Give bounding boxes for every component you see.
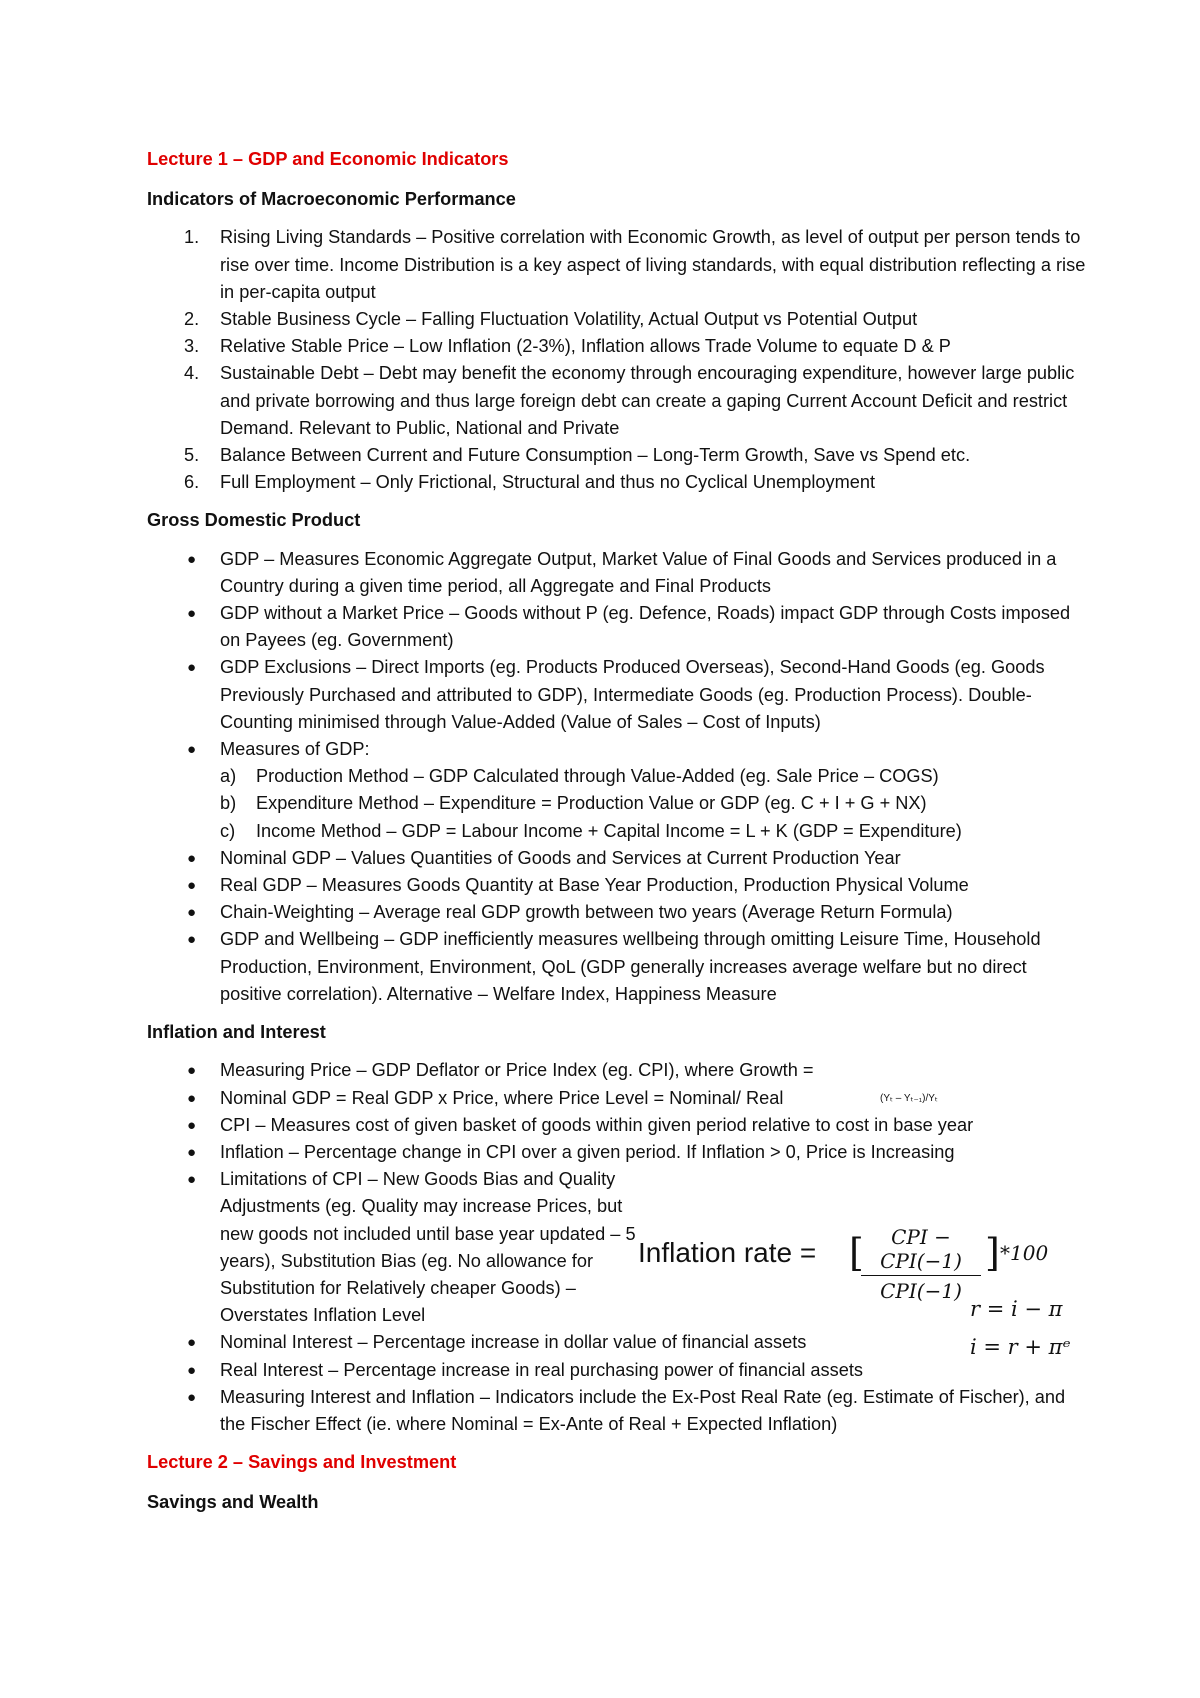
list-item: 3. Relative Stable Price – Low Inflation (2-3%), Inflation allows Trade Volume to equate D & P (184, 336, 951, 357)
list-item: ● GDP Exclusions – Direct Imports (eg. Products Produced Overseas), Second-Hand Goods (eg. Goods Previously Purchased and attributed to GDP), Intermediate Goods (eg. Production Process). Double-Counting minimised through Value-Added (Value of Sales – Cost of Inputs) (147, 654, 1087, 736)
list-item: a) Production Method – GDP Calculated through Value-Added (eg. Sale Price – COGS) (220, 766, 939, 787)
gdp-list (147, 546, 1087, 1008)
bullet-icon: ● (187, 741, 197, 759)
bullet-icon: ● (187, 659, 197, 677)
list-item: c) Income Method – GDP = Labour Income + Capital Income = L + K (GDP = Expenditure) (220, 820, 962, 841)
list-item: ● GDP and Wellbeing – GDP inefficiently measures wellbeing through omitting Leisure Time, Household Production, Environment, Environment, QoL (GDP generally increases average welfare but no direct positive correlation). Alternative – Welfare Index, Happiness Measure (147, 926, 1087, 1008)
gdp-measures-list (220, 763, 1087, 845)
list-item: ● Inflation – Percentage change in CPI over a given period. If Inflation > 0, Price is Increasing (147, 1139, 1087, 1166)
list-item: 5. Balance Between Current and Future Consumption – Long-Term Growth, Save vs Spend etc. (184, 445, 971, 466)
bracket-right: ] (985, 1231, 1000, 1275)
list-item: ● CPI – Measures cost of given basket of goods within given period relative to cost in base year (147, 1112, 1087, 1139)
real-rate-formula: r = i − π (970, 1297, 1063, 1321)
list-item: ● Measuring Interest and Inflation – Indicators include the Ex-Post Real Rate (eg. Estimate of Fischer), and the Fischer Effect (ie. where Nominal = Ex-Ante of Real + Expected Inflation) (147, 1384, 1087, 1438)
fraction-denominator: CPI(−1) (880, 1279, 962, 1303)
bullet-icon: ● (187, 1116, 197, 1134)
fraction-numerator: CPI − CPI(−1) (861, 1225, 981, 1276)
list-item: ● Measuring Price – GDP Deflator or Price Index (eg. CPI), where Growth = (147, 1057, 1087, 1084)
list-item: ● Chain-Weighting – Average real GDP growth between two years (Average Return Formula) (147, 899, 1087, 926)
bullet-icon: ● (187, 1171, 197, 1189)
savings-heading: Savings and Wealth (147, 1492, 319, 1513)
bullet-icon: ● (187, 1388, 197, 1406)
bullet-icon: ● (187, 877, 197, 895)
fraction-multiplier: *100 (1000, 1241, 1049, 1265)
gdp-heading: Gross Domestic Product (147, 510, 361, 531)
nominal-rate-formula: i = r + πᵉ (970, 1335, 1071, 1359)
list-item: 4. Sustainable Debt – Debt may benefit the economy through encouraging expenditure, however large public and private borrowing and thus large foreign debt can create a gaping Current Account Deficit and restrict Demand. Relevant to Public, National and Private (184, 363, 1075, 438)
list-item: 1. Rising Living Standards – Positive correlation with Economic Growth, as level of output per person tends to rise over time. Income Distribution is a key aspect of living standards, with equal distribution reflecting a rise in per-capita output (184, 227, 1086, 302)
indicators-heading: Indicators of Macroeconomic Performance (147, 189, 516, 210)
indicators-list (147, 224, 1087, 496)
bullet-icon: ● (187, 904, 197, 922)
bullet-icon: ● (187, 1062, 197, 1080)
inflation-rate-formula (638, 1225, 1068, 1303)
document-body (147, 146, 1087, 1528)
bullet-icon: ● (187, 1089, 197, 1107)
list-item: ● GDP without a Market Price – Goods without P (eg. Defence, Roads) impact GDP through Costs imposed on Payees (eg. Government) (147, 600, 1087, 654)
list-item: 2. Stable Business Cycle – Falling Fluctuation Volatility, Actual Output vs Potential Output (184, 309, 918, 330)
list-item: ● Nominal GDP = Real GDP x Price, where Price Level = Nominal/ Real (147, 1085, 1087, 1112)
list-item: ● Nominal Interest – Percentage increase in dollar value of financial assets (147, 1329, 1087, 1356)
inflation-fraction (861, 1225, 981, 1304)
growth-formula: (Yₜ – Yₜ₋₁)/Yₜ (880, 1093, 938, 1104)
list-item: ● Nominal GDP – Values Quantities of Goods and Services at Current Production Year (147, 845, 1087, 872)
list-item: b) Expenditure Method – Expenditure = Production Value or GDP (eg. C + I + G + NX) (220, 793, 927, 814)
bullet-icon: ● (187, 931, 197, 949)
lecture-2-title: Lecture 2 – Savings and Investment (147, 1452, 457, 1473)
list-item: 6. Full Employment – Only Frictional, Structural and thus no Cyclical Unemployment (184, 472, 876, 493)
bullet-icon: ● (187, 1334, 197, 1352)
bullet-icon: ● (187, 1361, 197, 1379)
list-item: ● GDP – Measures Economic Aggregate Output, Market Value of Final Goods and Services produced in a Country during a given time period, all Aggregate and Final Products (147, 546, 1087, 600)
list-item: ● Limitations of CPI – New Goods Bias and Quality Adjustments (eg. Quality may increase Prices, but new goods not included until base year updated – 5 years), Substitution Bias (eg. No allowance for Substitution for Relatively cheaper Goods) – Overstates Inflation Level (147, 1166, 1087, 1329)
list-item: ● Real Interest – Percentage increase in real purchasing power of financial assets (147, 1357, 1087, 1384)
bullet-icon: ● (187, 849, 197, 867)
inflation-formula-label: Inflation rate = (638, 1237, 817, 1268)
list-item: ● Real GDP – Measures Goods Quantity at Base Year Production, Production Physical Volume (147, 872, 1087, 899)
list-item: ● Measures of GDP: a) Production Method – GDP Calculated through Value-Added (eg. Sale Price – COGS) b) Expenditure Method – Expenditure = Production Value or GDP (eg. C + I + G + NX) c) Income Method – GDP = Labour Income + Capital Income = L + K (GDP = Expenditure) (147, 736, 1087, 845)
bracket-left: [ (849, 1231, 864, 1275)
bullet-icon: ● (187, 605, 197, 623)
inflation-heading: Inflation and Interest (147, 1022, 326, 1043)
lecture-1-title: Lecture 1 – GDP and Economic Indicators (147, 149, 509, 169)
bullet-icon: ● (187, 1143, 197, 1161)
bullet-icon: ● (187, 550, 197, 568)
